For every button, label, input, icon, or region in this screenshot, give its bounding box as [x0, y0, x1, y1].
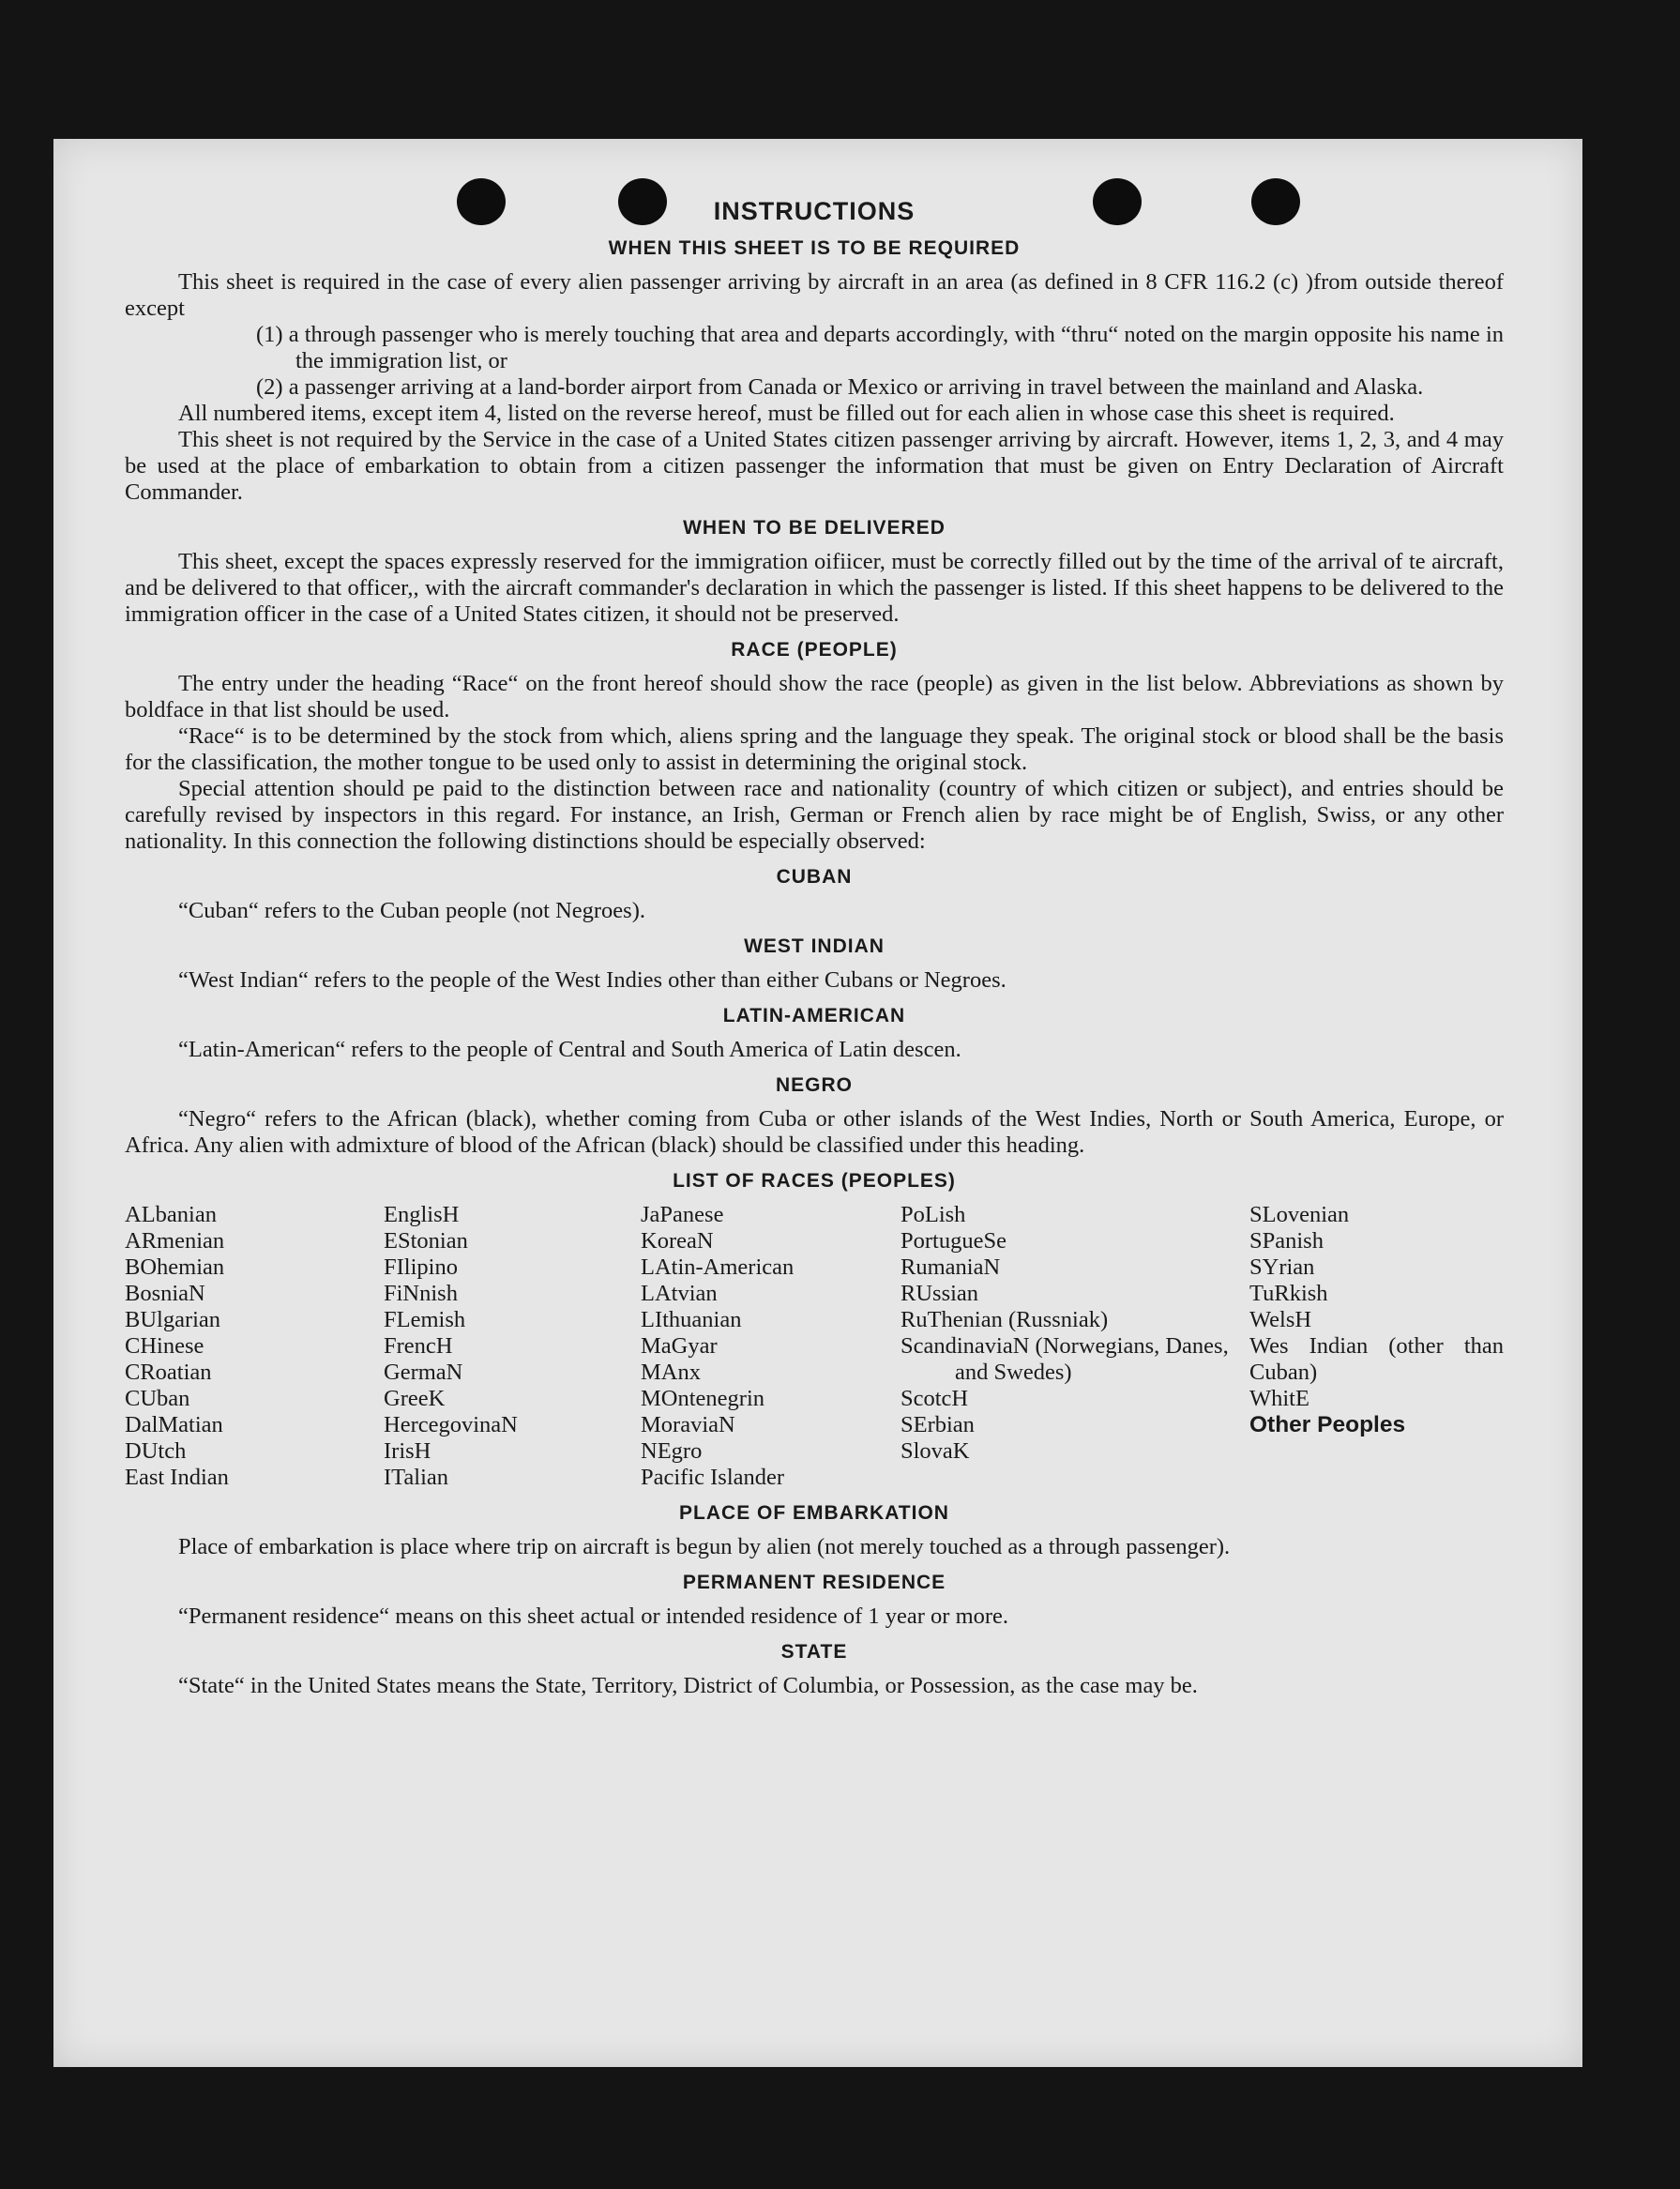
heading-permanent-residence: PERMANENT RESIDENCE [682, 1572, 946, 1593]
heading-required: WHEN THIS SHEET IS TO BE REQUIRED [608, 237, 1021, 259]
races-column [125, 1202, 384, 1491]
race-item: MaGyar [641, 1333, 718, 1359]
heading-race: RACE (PEOPLE) [731, 639, 898, 661]
exception-item: (1) a through passenger who is merely touching that area and departs accordingly, with “thru“ noted on the margin opposite his name in the immigration list, or [256, 322, 1504, 373]
races-column [1249, 1202, 1504, 1491]
race-item: EnglisH [384, 1202, 460, 1227]
paragraph: Place of embarkation is place where trip on aircraft is begun by alien (not merely touched as a through passenger). [178, 1534, 1231, 1559]
race-item: PortugueSe [901, 1228, 1006, 1254]
race-item: MAnx [641, 1360, 701, 1385]
paragraph: “West Indian“ refers to the people of the West Indies other than either Cubans or Negroes. [178, 967, 1006, 993]
race-item: MoraviaN [641, 1412, 735, 1437]
paragraph: Special attention should pe paid to the distinction between race and nationality (country of which citizen or subject), and entries should be carefully revised by inspectors in this regard. For instance, an Irish, German or French alien by race might be of English, Swiss, or any other nationality. In this connection the following distinctions should be especially observed: [125, 776, 1504, 854]
race-item: WelsH [1249, 1307, 1312, 1332]
race-item: ITalian [384, 1465, 449, 1490]
race-item: CUban [125, 1386, 190, 1411]
race-item: SLovenian [1249, 1202, 1350, 1227]
race-item: SPanish [1249, 1228, 1324, 1254]
heading-delivered: WHEN TO BE DELIVERED [683, 517, 946, 539]
race-item: JaPanese [641, 1202, 724, 1227]
race-item: BUlgarian [125, 1307, 221, 1332]
page-title: INSTRUCTIONS [713, 197, 916, 225]
race-item: CRoatian [125, 1360, 212, 1385]
race-item: CHinese [125, 1333, 204, 1359]
race-item: FrencH [384, 1333, 453, 1359]
race-item: TuRkish [1249, 1281, 1328, 1306]
heading-west-indian: WEST INDIAN [744, 935, 885, 957]
paragraph: “Cuban“ refers to the Cuban people (not Negroes). [178, 898, 645, 923]
exception-item: (2) a passenger arriving at a land-border airport from Canada or Mexico or arriving in travel between the mainland and Alaska. [256, 374, 1424, 400]
heading-negro: NEGRO [775, 1074, 853, 1096]
race-item: FIlipino [384, 1254, 458, 1280]
race-item: LAtvian [641, 1281, 718, 1306]
race-item: Pacific Islander [641, 1465, 785, 1490]
races-column [384, 1202, 641, 1491]
race-item: BOhemian [125, 1254, 225, 1280]
race-item: DUtch [125, 1438, 187, 1464]
race-item: LIthuanian [641, 1307, 742, 1332]
paragraph: This sheet is required in the case of every alien passenger arriving by aircraft in an area (as defined in 8 CFR 116.2 (c) )from outside thereof except [125, 269, 1504, 321]
heading-latin-american: LATIN-AMERICAN [722, 1005, 906, 1026]
race-item: FLemish [384, 1307, 466, 1332]
race-item: IrisH [384, 1438, 431, 1464]
paragraph: This sheet is not required by the Service in the case of a United States citizen passenger arriving by aircraft. However, items 1, 2, 3, and 4 may be used at the place of embarkation to obtain from a citizen passenger the information that must be given on Entry Declaration of Aircraft Commander. [125, 427, 1504, 505]
race-item: RuThenian (Russniak) [901, 1307, 1109, 1332]
race-item: RUssian [901, 1281, 979, 1306]
race-item: SlovaK [901, 1438, 970, 1464]
paragraph: “State“ in the United States means the State, Territory, District of Columbia, or Possession, as the case may be. [178, 1673, 1198, 1698]
race-item: GermaN [384, 1360, 463, 1385]
heading-embarkation: PLACE OF EMBARKATION [679, 1502, 949, 1524]
race-item: LAtin-American [641, 1254, 795, 1280]
paragraph: “Permanent residence“ means on this sheet actual or intended residence of 1 year or more. [178, 1604, 1009, 1629]
heading-list-of-races: LIST OF RACES (PEOPLES) [673, 1170, 956, 1192]
paragraph: “Race“ is to be determined by the stock from which, aliens spring and the language they speak. The original stock or blood shall be the basis for the classification, the mother tongue to be used only to assist in determining the original stock. [125, 723, 1504, 775]
paragraph: All numbered items, except item 4, listed on the reverse hereof, must be filled out for each alien in whose case this sheet is required. [178, 401, 1395, 426]
race-item: EStonian [384, 1228, 468, 1254]
race-item: KoreaN [641, 1228, 714, 1254]
race-item: SErbian [901, 1412, 975, 1437]
race-item: MOntenegrin [641, 1386, 764, 1411]
race-item: BosniaN [125, 1281, 205, 1306]
race-item: RumaniaN [901, 1254, 1001, 1280]
race-item: Other Peoples [1249, 1412, 1406, 1437]
races-list [125, 1202, 1504, 1491]
race-item: East Indian [125, 1465, 229, 1490]
race-item: ALbanian [125, 1202, 217, 1227]
paragraph: This sheet, except the spaces expressly reserved for the immigration oifiicer, must be correctly filled out by the time of the arrival of te aircraft, and be delivered to that officer,, with the aircraft commander's declaration in which the passenger is listed. If this sheet happens to be delivered to the immigration officer in the case of a United States citizen, it should not be preserved. [125, 549, 1504, 627]
race-item: GreeK [384, 1386, 446, 1411]
race-item: FiNnish [384, 1281, 458, 1306]
paragraph: The entry under the heading “Race“ on the front hereof should show the race (people) as given in the list below. Abbreviations as shown by boldface in that list should be used. [125, 671, 1504, 722]
document-body [125, 197, 1504, 1699]
race-item: DalMatian [125, 1412, 223, 1437]
races-column [901, 1202, 1249, 1491]
race-item: ScandinaviaN (Norwegians, Danes, and Swedes) [901, 1333, 1229, 1385]
race-item: PoLish [901, 1202, 966, 1227]
heading-state: STATE [780, 1641, 848, 1663]
paragraph: “Latin-American“ refers to the people of Central and South America of Latin descen. [178, 1037, 961, 1062]
race-item: ARmenian [125, 1228, 225, 1254]
paragraph: “Negro“ refers to the African (black), whether coming from Cuba or other islands of the West Indies, North or South America, Europe, or Africa. Any alien with admixture of blood of the African (black) should be classified under this heading. [125, 1106, 1504, 1158]
race-item: NEgro [641, 1438, 703, 1464]
race-item: SYrian [1249, 1254, 1315, 1280]
races-column [641, 1202, 901, 1491]
document-sheet [53, 139, 1582, 2067]
race-item: Wes Indian (other than Cuban) [1249, 1333, 1504, 1385]
race-item: WhitE [1249, 1386, 1309, 1411]
race-item: ScotcH [901, 1386, 969, 1411]
heading-cuban: CUBAN [776, 866, 853, 888]
race-item: HercegovinaN [384, 1412, 518, 1437]
